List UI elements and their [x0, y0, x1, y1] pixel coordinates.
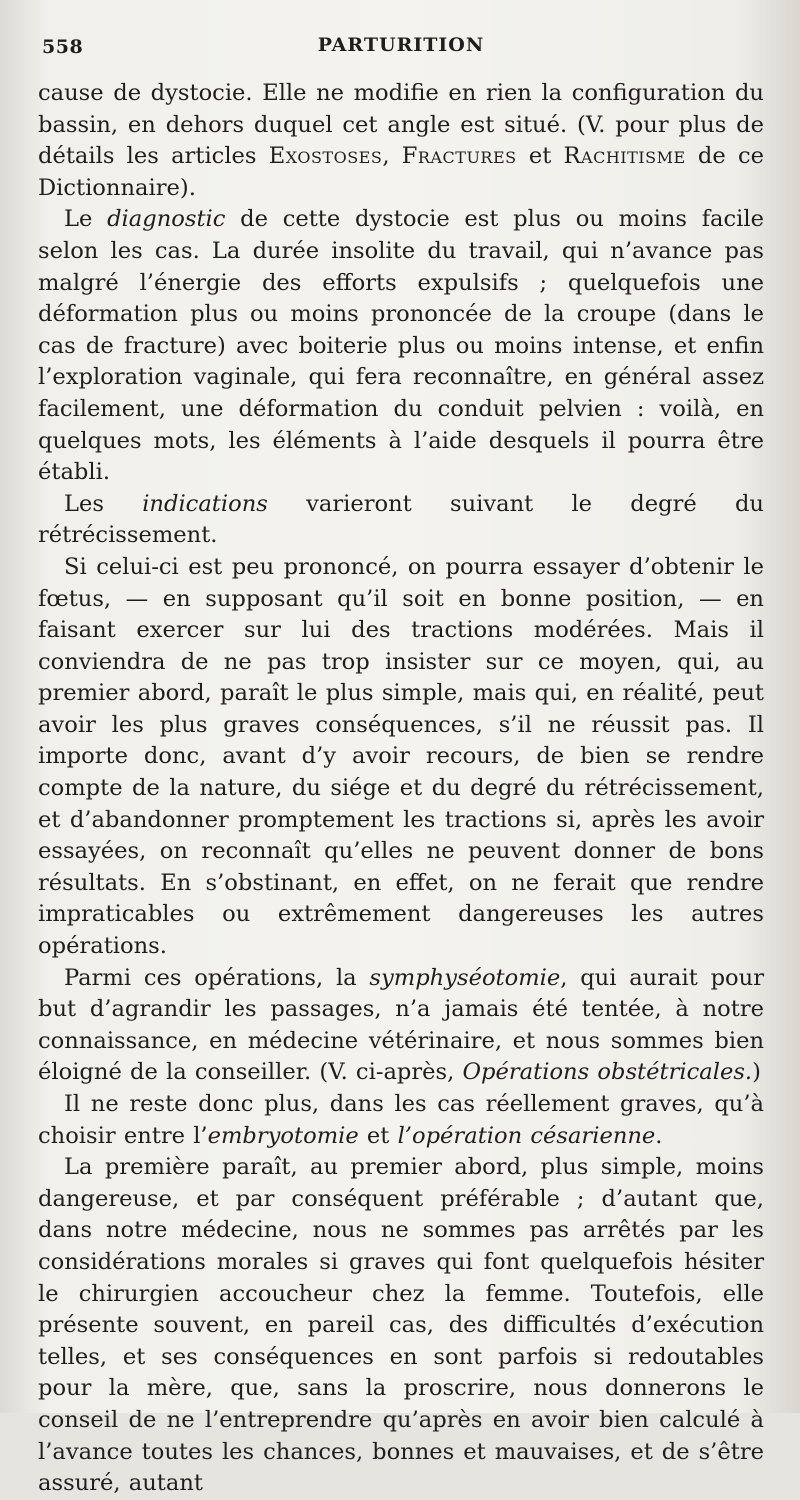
article-reference: Rachitisme	[563, 143, 686, 170]
article-reference: Fractures	[401, 143, 517, 170]
italic-term: diagnostic	[107, 206, 226, 233]
text-run: de cette dystocie est plus ou moins facile selon les cas. La durée insolite du travail, qui n’avance pas malgré l’énergie des efforts expulsifs ; quelquefois une déformation plus ou moins prononcée de la croupe (dans le cas de fracture) avec boiterie plus ou moins intense, et enfin l’exploration vaginale, qui fera reconnaître, en général assez facilement, une déformation du conduit pelvien : voilà, en quelques mots, les éléments à l’aide desquels il pourra être établi.	[38, 206, 765, 486]
text-run: Le	[64, 206, 108, 233]
text-run: Si celui-ci est peu prononcé, on pourra essayer d’obtenir le fœtus, — en supposant qu’il soit en bonne position, — en faisant exercer sur lui des tractions modérées. Mais il conviendra de ne pas trop insister sur ce moyen, qui, au premier abord, paraît le plus simple, mais qui, en réalité, peut avoir les plus graves conséquences, s’il ne réussit pas. Il importe donc, avant d’y avoir recours, de bien se rendre compte de la nature, du siége et du degré du rétrécissement, et d’abandonner promptement les tractions si, après les avoir essayées, on reconnaît qu’elles ne peuvent donner de bons résultats. En s’obstinant, en effet, on ne ferait que rendre impraticables ou extrêmement dangereuses les autres opérations.	[38, 553, 764, 960]
page-header	[38, 34, 764, 78]
page-number: 558	[42, 36, 84, 58]
paragraph	[38, 1152, 764, 1500]
paragraph	[38, 204, 764, 488]
text-run: de ce Dictionnaire).	[38, 143, 764, 201]
text-run: varieront suivant le degré du rétrécissement.	[38, 490, 764, 549]
text-run: La première paraît, au premier abord, plus simple, moins dangereuse, et par conséquent préférable ; d’autant que, dans notre médecine, nous ne sommes pas arrêtés par les considérations morales si graves qui font quelquefois hésiter le chirurgien accoucheur chez la femme. Toutefois, elle présente souvent, en pareil cas, des difficultés d’exécution telles, et ses conséquences en sont parfois si redoutables pour la mère, que, sans la proscrire, nous donnerons le conseil de ne l’entreprendre qu’après en avoir bien calculé à l’avance toutes les chances, bonnes et mauvaises, et de s’être assuré, autant	[38, 1154, 764, 1497]
text-run: et	[516, 143, 564, 170]
text-run: Il ne reste donc plus, dans les cas réellement graves, qu’à choisir entre l’	[38, 1091, 764, 1149]
text-run: .	[655, 1122, 663, 1149]
text-run: cause de dystocie. Elle ne modifie en rien la configuration du bassin, en dehors duquel cet angle est situé. (V. pour plus de détails les articles	[38, 80, 764, 170]
text-run: )	[752, 1059, 761, 1086]
body-text	[38, 78, 764, 1500]
italic-term: indications	[142, 490, 268, 517]
paragraph	[38, 78, 764, 204]
italic-term: l’opération césarienne	[397, 1122, 656, 1149]
italic-term: Opérations obstétricales.	[462, 1059, 753, 1086]
paragraph	[38, 552, 764, 963]
paragraph	[38, 489, 764, 552]
italic-term: symphyséotomie	[369, 964, 561, 991]
text-run: Parmi ces opérations, la	[64, 964, 370, 991]
text-run: et	[358, 1122, 398, 1149]
italic-term: embryotomie	[207, 1122, 359, 1149]
text-run: , qui aurait pour but d’agrandir les passages, n’a jamais été tentée, à notre connaissance, en médecine vétérinaire, et nous sommes bien éloigné de la conseiller. (V. ci-après,	[38, 964, 764, 1086]
paragraph	[38, 1089, 764, 1152]
running-title: PARTURITION	[317, 34, 485, 56]
paragraph	[38, 963, 764, 1089]
article-reference: Exostoses	[268, 143, 383, 170]
text-run: ,	[382, 143, 402, 170]
text-run: Les	[64, 490, 143, 517]
